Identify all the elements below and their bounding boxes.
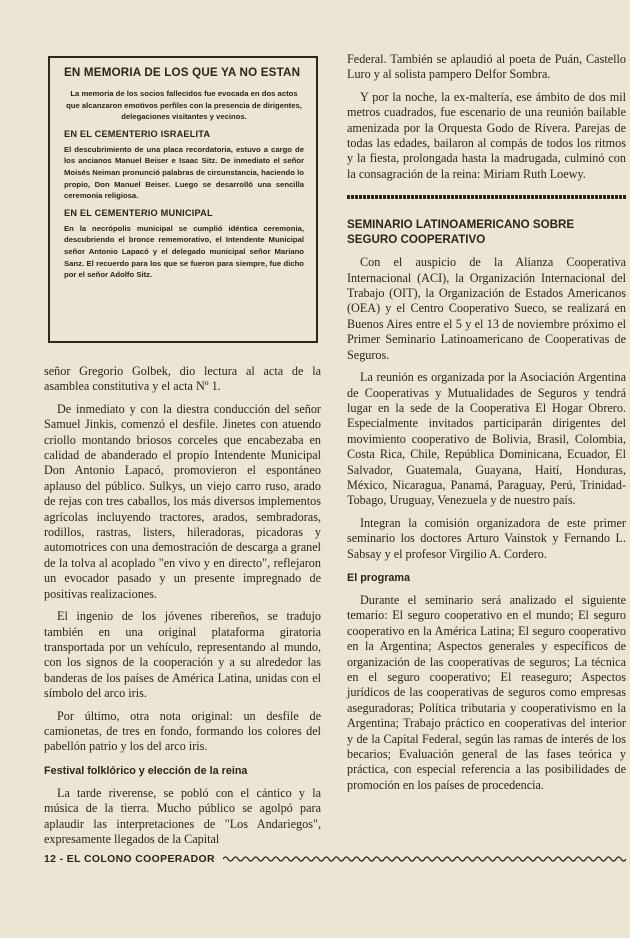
paragraph: De inmediato y con la diestra conducción del señor Samuel Jinkis, comenzó el desfile. Jinetes con atuendo criollo montando briosos corceles que encabezaba en calidad de abanderado el propio Intendente Municipal Don Antonio Lapacó, promovieron el espontáneo aplauso del público. Sulkys, un viejo carro ruso, arado de rejas con tres caballos, los más diversos implementos agrícolas incluyendo tractores, arados, sembradoras, rodillos, rastras, listers, hileradoras, picadoras y automotrices con una demostración de descarga a granel de la tolva al acoplado "en vivo y en directo", reflejaron un evocador pasado y un presente impregnado de positivas realizaciones. bbox=[44, 401, 321, 601]
paragraph: La reunión es organizada por la Asociación Argentina de Cooperativas y Mutualidades de Seguros y tendrá lugar en la sede de la Cooperativa El Hogar Obrero. Especialmente invitados participarán dirigentes del movimiento cooperativo de Bolivia, Brasil, Colombia, Costa Rica, Chile, República Dominicana, Ecuador, El Salvador, Guatemala, Guayana, Haití, Honduras, México, Nicaragua, Panamá, Paraguay, Perú, Trinidad-Tobago, Uruguay, Venezuela y de nuestro país. bbox=[347, 370, 626, 508]
program-subheading: El programa bbox=[347, 571, 410, 584]
paragraph: Con el auspicio de la Alianza Cooperativa Internacional (ACI), la Organización Internacional del Trabajo (OIT), la Organización de Estados Americanos (OEA) y el Centro Cooperativo Sueco, se realizará en Buenos Aires entre el 5 y el 13 de noviembre próximo el Primer Seminario Latinoamericano de Cooperativas de Seguros. bbox=[347, 255, 626, 362]
israelite-cemetery-heading: EN EL CEMENTERIO ISRAELITA bbox=[64, 128, 211, 139]
memorial-intro: La memoria de los socios fallecidos fue evocada en dos actos que alcanzaron emotivos perfiles con la presencia de dirigentes, delegaciones visitantes y vecinos. bbox=[66, 89, 302, 122]
paragraph: Durante el seminario será analizado el siguiente temario: El seguro cooperativo en el mundo; El seguro cooperativo en la América Latina; El seguro cooperativo en la Argentina; Aspectos generales y específicos de organización de las cooperativas de seguros; La técnica en el seguro cooperativo; El reaseguro; Aspectos jurídicos de las cooperativas de seguros como empresas aseguradoras; Política tributaria y cooperativismo en la Argentina; Trabajo práctico en cooperativas del interior y de la Capital Federal, según las ramas de interés de los becarios; Evaluación general de las fases teórica y práctica, con especial referencia a las posibilidades de promoción en los países de procedencia. bbox=[347, 592, 626, 792]
paragraph: señor Gregorio Golbek, dio lectura al acta de la asamblea constitutiva y el acta Nº 1. bbox=[44, 364, 321, 394]
right-column bbox=[347, 52, 626, 793]
paragraph: La tarde riverense, se pobló con el cántico y la música de la tierra. Mucho público se agolpó para aplaudir las interpretaciones de "Los Andariegos", expresamente llegados de la Capital bbox=[44, 785, 321, 846]
paragraph: Federal. También se aplaudió al poeta de Puán, Castello Luro y al solista pampero Delfor Sombra. bbox=[347, 52, 626, 82]
wavy-rule bbox=[223, 854, 626, 864]
festival-subheading: Festival folklórico y elección de la reina bbox=[44, 764, 248, 777]
memorial-box bbox=[48, 56, 318, 343]
israelite-cemetery-text: El descubrimiento de una placa recordatoria, estuvo a cargo de los ancianos Manuel Beiser e Isaac Sitz. De inmediato el señor Moisés Neiman pronunció palabras de circunstancia, haciendo lo propio, Don Manuel Beiser. Luego se desarrolló una sencilla ceremonia religiosa. bbox=[64, 144, 304, 201]
municipal-cemetery-text: En la necrópolis municipal se cumplió idéntica ceremonia, descubriendo el bronce rememorativo, el Intendente Municipal señor Antonio Lapacó y el delegado municipal señor Mariano Sanz. El recuerdo para los que se fueron para siempre, fue dicho por el señor Adolfo Sitz. bbox=[64, 223, 304, 280]
municipal-cemetery-heading: EN EL CEMENTERIO MUNICIPAL bbox=[64, 207, 213, 218]
memorial-title: EN MEMORIA DE LOS QUE YA NO ESTAN bbox=[64, 66, 301, 79]
page-footer bbox=[44, 852, 626, 866]
paragraph: Y por la noche, la ex-maltería, ese ámbito de dos mil metros cuadrados, fue escenario de una reunión bailable amenizada por la Orquesta Godo de Rivera. Parejas de todas las edades, bailaron al compás de todos los ritmos y la fiesta, prolongada hasta la madrugada, culminó con la consagración de la reina: Miriam Ruth Loewy. bbox=[347, 89, 626, 181]
footer-label: 12 - EL COLONO COOPERADOR bbox=[44, 853, 215, 865]
left-column bbox=[44, 364, 321, 847]
paragraph: El ingenio de los jóvenes ribereños, se tradujo también en una original plataforma giratoria transportada por un vehículo, representando al mundo, con los signos de la cooperación y a su alrededor las banderas de los países de América Latina, unidas con el símbolo del arco iris. bbox=[44, 609, 321, 701]
paragraph: Por último, otra nota original: un desfile de camionetas, de tres en fondo, formando los colores del pabellón patrio y los del arco iris. bbox=[44, 708, 321, 754]
dotted-divider bbox=[347, 195, 626, 199]
paragraph: Integran la comisión organizadora de este primer seminario los doctores Arturo Vainstok y Fernando L. Sabsay y el profesor Virgilio A. Cordero. bbox=[347, 515, 626, 561]
seminar-headline: SEMINARIO LATINOAMERICANO SOBRE SEGURO COOPERATIVO bbox=[347, 218, 575, 247]
